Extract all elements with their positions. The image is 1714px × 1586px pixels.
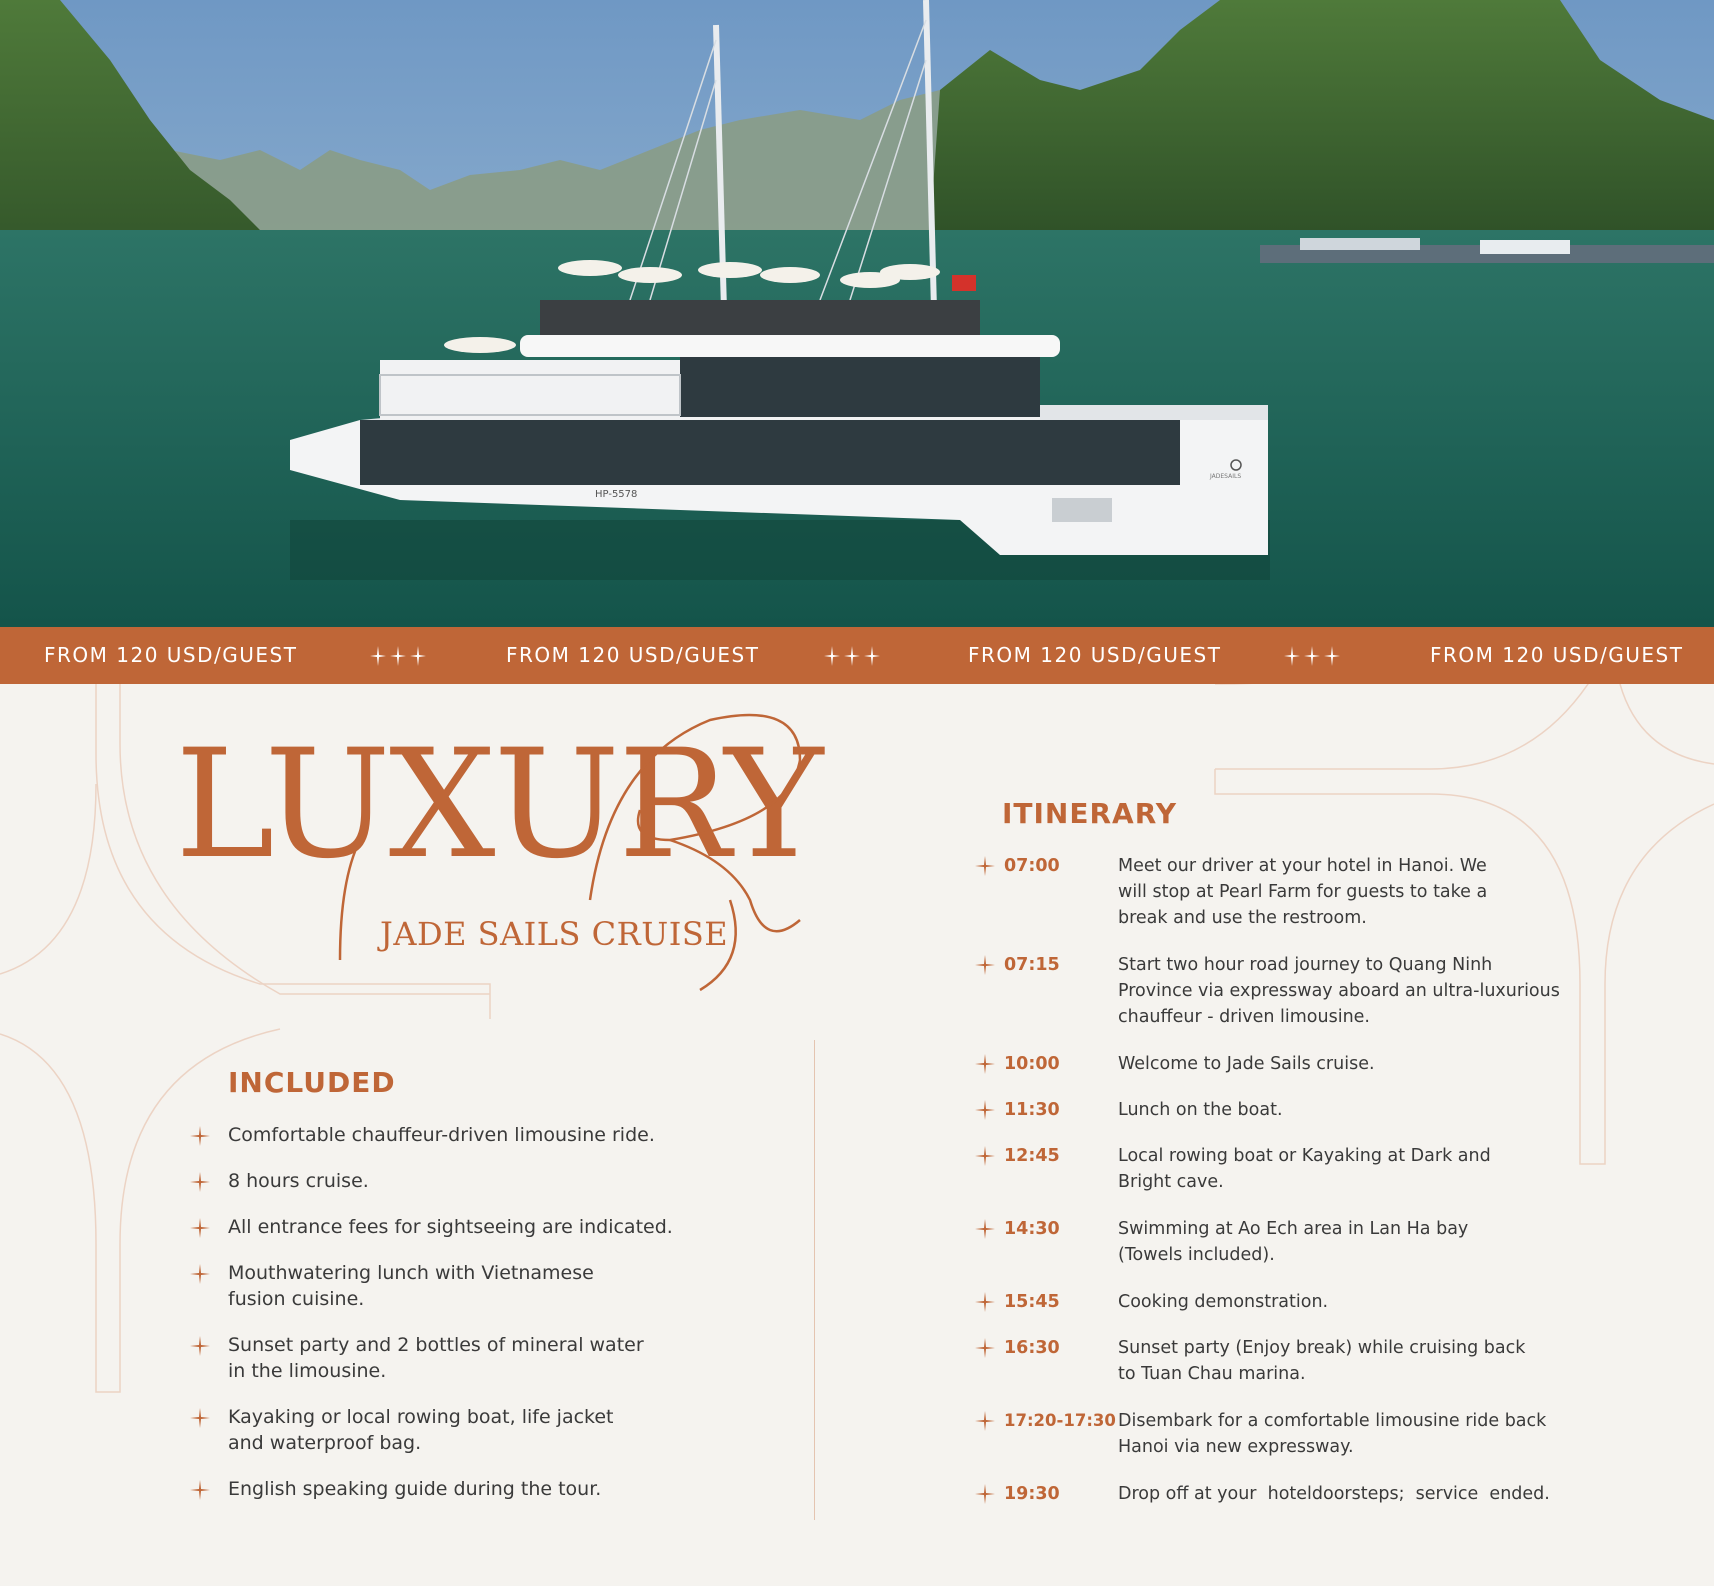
sparkle-bullet-icon (975, 1484, 995, 1504)
sparkle-bullet-icon (975, 1411, 995, 1431)
itinerary-desc: Cooking demonstration. (1118, 1292, 1329, 1312)
itinerary-desc: Swimming at Ao Ech area in Lan Ha bay (Towels included). (1118, 1219, 1469, 1265)
sparkle-bullet-icon (975, 1338, 995, 1358)
itinerary-desc: Drop off at your hoteldoorsteps; service ended. (1118, 1484, 1550, 1504)
sparkle-bullet-icon (975, 1100, 995, 1120)
itinerary-time: 15:45 (1004, 1292, 1060, 1312)
title-luxury: LUXURY (175, 718, 822, 892)
itinerary-time: 19:30 (1004, 1484, 1060, 1504)
hull-brand: JADESAILS (1210, 473, 1242, 480)
hero-photo (0, 0, 1714, 627)
sparkle-bullet-icon (190, 1480, 210, 1500)
sparkle-bullet-icon (190, 1408, 210, 1428)
price-label: FROM 120 USD/GUEST (44, 643, 298, 667)
price-label: FROM 120 USD/GUEST (968, 643, 1222, 667)
sparkle-bullet-icon (190, 1172, 210, 1192)
sparkle-bullet-icon (190, 1218, 210, 1238)
sparkle-bullet-icon (975, 1054, 995, 1074)
itinerary-time: 11:30 (1004, 1100, 1060, 1120)
subtitle: JADE SAILS CRUISE (380, 915, 729, 953)
itinerary-heading: ITINERARY (1002, 797, 1178, 830)
itinerary-desc: Lunch on the boat. (1118, 1100, 1283, 1120)
title-flourish (330, 700, 930, 1000)
hull-number: HP-5578 (595, 489, 638, 500)
itinerary-desc: Start two hour road journey to Quang Ninh Province via expressway aboard an ultra-luxurious chauffeur - driven limousine. (1118, 955, 1560, 1027)
itinerary-desc: Sunset party (Enjoy break) while cruising back to Tuan Chau marina. (1118, 1338, 1526, 1384)
itinerary-desc: Local rowing boat or Kayaking at Dark and Bright cave. (1118, 1146, 1491, 1192)
price-banner (0, 627, 1714, 684)
sparkle-bullet-icon (975, 1219, 995, 1239)
itinerary-desc: Meet our driver at your hotel in Hanoi. We will stop at Pearl Farm for guests to take a break and use the restroom. (1118, 856, 1488, 928)
itinerary-desc: Welcome to Jade Sails cruise. (1118, 1054, 1375, 1074)
sparkle-bullet-icon (190, 1264, 210, 1284)
price-label: FROM 120 USD/GUEST (506, 643, 760, 667)
sparkle-icon (1284, 645, 1340, 667)
itinerary-desc: Disembark for a comfortable limousine ride back Hanoi via new expressway. (1118, 1411, 1547, 1457)
cruise-ship-scene (0, 0, 1714, 627)
sparkle-bullet-icon (190, 1126, 210, 1146)
sparkle-icon (824, 645, 880, 667)
sparkle-icon (370, 645, 426, 667)
itinerary-time: 17:20-17:30 (1004, 1411, 1116, 1430)
sparkle-bullet-icon (975, 1146, 995, 1166)
sparkle-bullet-icon (975, 856, 995, 876)
itinerary-time: 10:00 (1004, 1054, 1060, 1074)
sparkle-bullet-icon (975, 1292, 995, 1312)
itinerary-time: 14:30 (1004, 1219, 1060, 1239)
itinerary-time: 07:15 (1004, 955, 1060, 975)
itinerary-time: 12:45 (1004, 1146, 1060, 1166)
column-divider (814, 1040, 815, 1520)
sparkle-bullet-icon (975, 955, 995, 975)
itinerary-time: 16:30 (1004, 1338, 1060, 1358)
price-label: FROM 120 USD/GUEST (1430, 643, 1684, 667)
sparkle-bullet-icon (190, 1336, 210, 1356)
included-heading: INCLUDED (228, 1066, 396, 1099)
itinerary-time: 07:00 (1004, 856, 1060, 876)
